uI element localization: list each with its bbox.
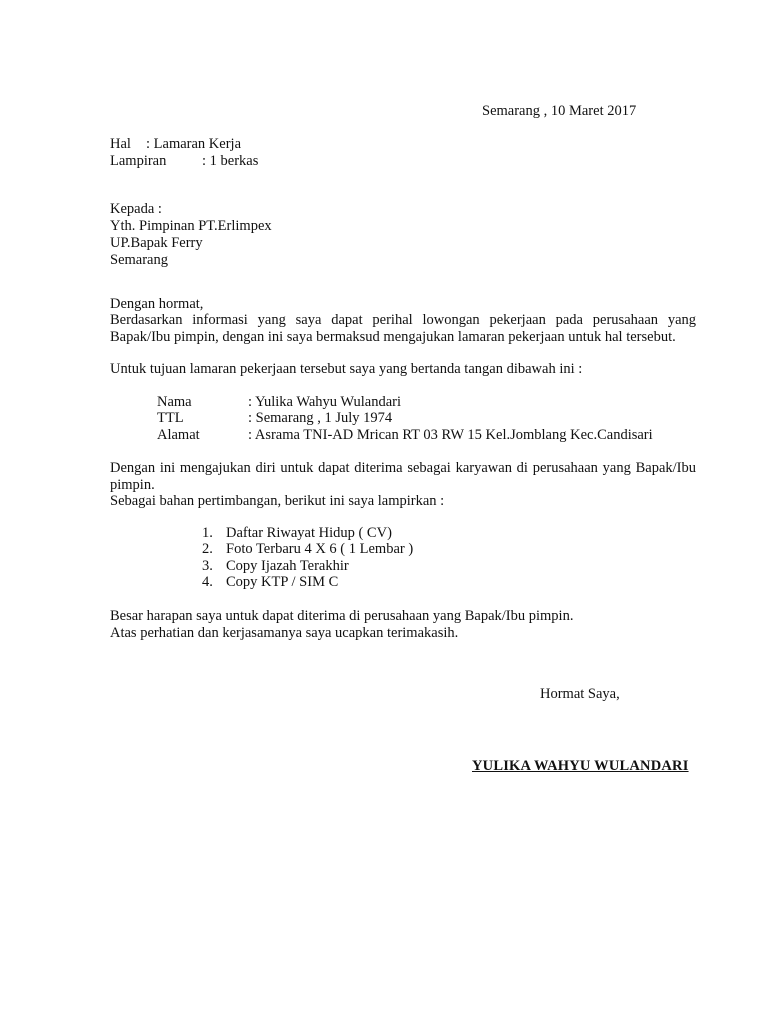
field-label-alamat: Alamat bbox=[157, 427, 200, 443]
paragraph-list-intro: Sebagai bahan pertimbangan, berikut ini saya lampirkan : bbox=[110, 493, 445, 509]
field-value-ttl: : Semarang , 1 July 1974 bbox=[248, 410, 393, 426]
recipient-line-1: Yth. Pimpinan PT.Erlimpex bbox=[110, 218, 272, 234]
field-label-ttl: TTL bbox=[157, 410, 184, 426]
signoff-greeting: Hormat Saya, bbox=[540, 686, 620, 702]
hal-value: : Lamaran Kerja bbox=[146, 136, 242, 152]
recipient-line-2: UP.Bapak Ferry bbox=[110, 235, 203, 251]
list-item-text: Copy KTP / SIM C bbox=[226, 574, 339, 590]
lampiran-label: Lampiran bbox=[110, 153, 167, 169]
hal-label: Hal bbox=[110, 136, 131, 152]
field-value-nama: : Yulika Wahyu Wulandari bbox=[248, 394, 402, 410]
closing-line-2: Atas perhatian dan kerjasamanya saya ucapkan terimakasih. bbox=[110, 625, 459, 641]
paragraph-application: Dengan ini mengajukan diri untuk dapat diterima sebagai karyawan di perusahaan yang Bapak/Ibu pimpin. bbox=[110, 460, 696, 493]
salutation: Dengan hormat, bbox=[110, 296, 204, 312]
field-value-alamat: : Asrama TNI-AD Mrican RT 03 RW 15 Kel.Jomblang Kec.Candisari bbox=[248, 427, 653, 443]
signature-name: YULIKA WAHYU WULANDARI bbox=[472, 758, 689, 774]
paragraph-info: Berdasarkan informasi yang saya dapat perihal lowongan pekerjaan pada perusahaan yang Bapak/Ibu pimpin, dengan ini saya bermaksud mengajukan lamaran pekerjaan untuk hal tersebut. bbox=[110, 312, 696, 345]
list-item-number: 4. bbox=[202, 574, 213, 590]
list-item-text: Copy Ijazah Terakhir bbox=[226, 558, 349, 574]
list-item-number: 1. bbox=[202, 525, 213, 541]
closing-line-1: Besar harapan saya untuk dapat diterima di perusahaan yang Bapak/Ibu pimpin. bbox=[110, 608, 574, 624]
letter-date: Semarang , 10 Maret 2017 bbox=[482, 103, 637, 119]
list-item-number: 2. bbox=[202, 541, 213, 557]
lampiran-value: : 1 berkas bbox=[202, 153, 259, 169]
recipient-kepada: Kepada : bbox=[110, 201, 162, 217]
paragraph-fields-intro: Untuk tujuan lamaran pekerjaan tersebut saya yang bertanda tangan dibawah ini : bbox=[110, 361, 583, 377]
list-item-text: Foto Terbaru 4 X 6 ( 1 Lembar ) bbox=[226, 541, 414, 557]
field-label-nama: Nama bbox=[157, 394, 192, 410]
recipient-line-3: Semarang bbox=[110, 252, 168, 268]
list-item-number: 3. bbox=[202, 558, 213, 574]
list-item-text: Daftar Riwayat Hidup ( CV) bbox=[226, 525, 392, 541]
